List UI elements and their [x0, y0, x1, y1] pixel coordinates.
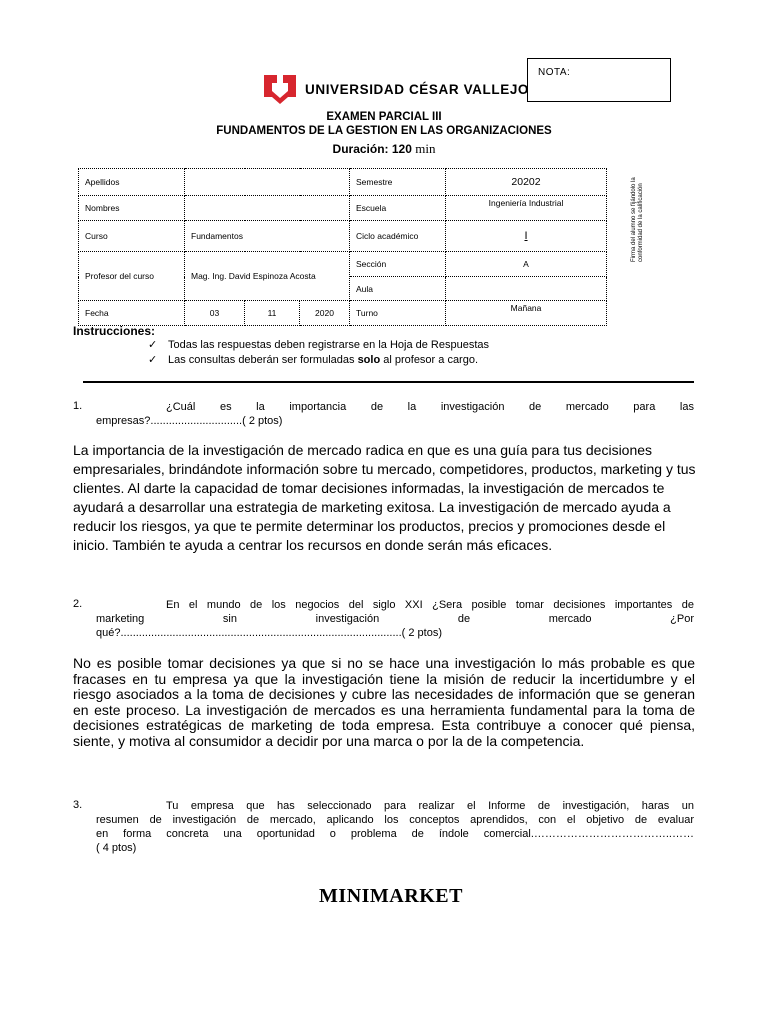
grade-label: NOTA:	[538, 67, 571, 78]
turno-value	[446, 301, 607, 326]
semestre-value: 20202	[446, 169, 607, 196]
curso-label: Curso	[79, 221, 185, 252]
ciclo-value: I	[446, 221, 607, 252]
question-2-text	[96, 598, 694, 640]
question-3-text	[96, 799, 694, 855]
escuela-text: Ingeniería Industrial	[488, 198, 564, 208]
answer-title: MINIMARKET	[319, 885, 463, 907]
duration	[0, 141, 768, 157]
question-2-line-3: qué?............................................................................................( 2 ptos)	[96, 627, 442, 639]
seccion-value: A	[446, 252, 607, 277]
grade-box	[527, 58, 671, 102]
escuela-label: Escuela	[350, 196, 446, 221]
seccion-label: Sección	[350, 252, 446, 277]
fecha-year: 2020	[300, 301, 350, 326]
university-logo	[262, 72, 529, 106]
question-2-line-2: marketing sin investigación de mercado ¿Por	[96, 613, 694, 625]
instruction-text-pre: Las consultas deberán ser formuladas	[168, 354, 358, 366]
nombres-label: Nombres	[79, 196, 185, 221]
ucv-emblem-icon	[262, 73, 298, 105]
escuela-value	[446, 196, 607, 221]
ciclo-label: Ciclo académico	[350, 221, 446, 252]
signature-note-text: Firma del alumno se fijándolo la conformidad de la calificación	[631, 177, 644, 262]
profesor-label: Profesor del curso	[79, 252, 185, 301]
question-2-line-1: En el mundo de los negocios del siglo XXI ¿Sera posible tomar decisiones importantes de	[166, 599, 694, 611]
question-2-number: 2.	[73, 598, 83, 610]
profesor-value: Mag. Ing. David Espinoza Acosta	[185, 252, 350, 301]
turno-label: Turno	[350, 301, 446, 326]
exam-title: EXAMEN PARCIAL III	[326, 111, 442, 123]
turno-text: Mañana	[510, 303, 542, 313]
answer-2: No es posible tomar decisiones ya que si no se hace una investigación lo más probable es que fracases en tu empresa ya que la investigación tiene la misión de reducir la incertidumbre y el riesgo asociados a la toma de decisiones y cubre las necesidades de información que se generan en este proceso. La investigación de mercados es una herramienta fundamental para la toma de decisiones estratégicas de marketing de toda empresa. Esta contribuye a conocer qué piensa, siente, y motiva al consumidor a decidir por una marca o por la de la competencia.	[73, 655, 695, 749]
instruction-text-bold: solo	[357, 354, 381, 366]
semestre-label: Semestre	[350, 169, 446, 196]
question-1-line-1: ¿Cuál es la importancia de la investigación de mercado para las	[166, 401, 694, 413]
apellidos-label: Apellidos	[79, 169, 185, 196]
divider	[83, 381, 694, 383]
duration-unit: min	[415, 141, 436, 156]
checkmark-icon: ✓	[148, 339, 158, 351]
instruction-item	[148, 354, 479, 366]
course-title: FUNDAMENTOS DE LA GESTION EN LAS ORGANIZACIONES	[216, 125, 552, 137]
question-3-number: 3.	[73, 799, 83, 811]
question-3-line-2: resumen de investigación de mercado, aplicando los conceptos aprendidos, con el objetivo de evaluar	[96, 814, 694, 826]
aula-field[interactable]	[446, 277, 607, 301]
question-1-number: 1.	[73, 400, 83, 412]
question-3-line-3: en forma concreta una oportunidad o problema de índole comercial.………………………………..……	[96, 828, 694, 840]
instructions-title: Instrucciones:	[73, 324, 156, 338]
checkmark-icon: ✓	[148, 354, 158, 366]
fecha-day: 03	[185, 301, 245, 326]
instruction-text-post: al profesor a cargo.	[380, 354, 479, 366]
answer-1: La importancia de la investigación de mercado radica en que es una guía para tus decisiones empresariales, brindándote información sobre tu mercado, competidores, productos, marketing y tus clientes. Al darte la capacidad de tomar decisiones informadas, la investigación de mercados te ayudará a desarrollar una estrategia de marketing exitosa. La investigación de mercado ayuda a reducir los riesgos, ya que te permite determinar los productos, precios y promociones desde el inicio. También te ayuda a centrar los recursos en donde serán más eficaces.	[73, 442, 696, 553]
question-1-text	[96, 400, 694, 428]
curso-value: Fundamentos	[185, 221, 350, 252]
question-3-line-4: ( 4 ptos)	[96, 842, 137, 854]
fecha-month: 11	[245, 301, 300, 326]
aula-label: Aula	[350, 277, 446, 301]
instruction-text: Todas las respuestas deben registrarse en la Hoja de Respuestas	[168, 339, 490, 351]
nombres-field[interactable]	[185, 196, 350, 221]
instruction-item	[148, 339, 490, 351]
question-3-line-1: Tu empresa que has seleccionado para realizar el Informe de investigación, haras un	[166, 800, 694, 812]
student-info-table	[78, 168, 607, 326]
university-name: UNIVERSIDAD CÉSAR VALLEJO	[305, 81, 530, 97]
question-1-line-2: empresas?..............................( 2 ptos)	[96, 415, 283, 427]
fecha-label: Fecha	[79, 301, 185, 326]
signature-note	[628, 158, 660, 268]
duration-label: Duración: 120	[332, 142, 412, 156]
apellidos-field[interactable]	[185, 169, 350, 196]
